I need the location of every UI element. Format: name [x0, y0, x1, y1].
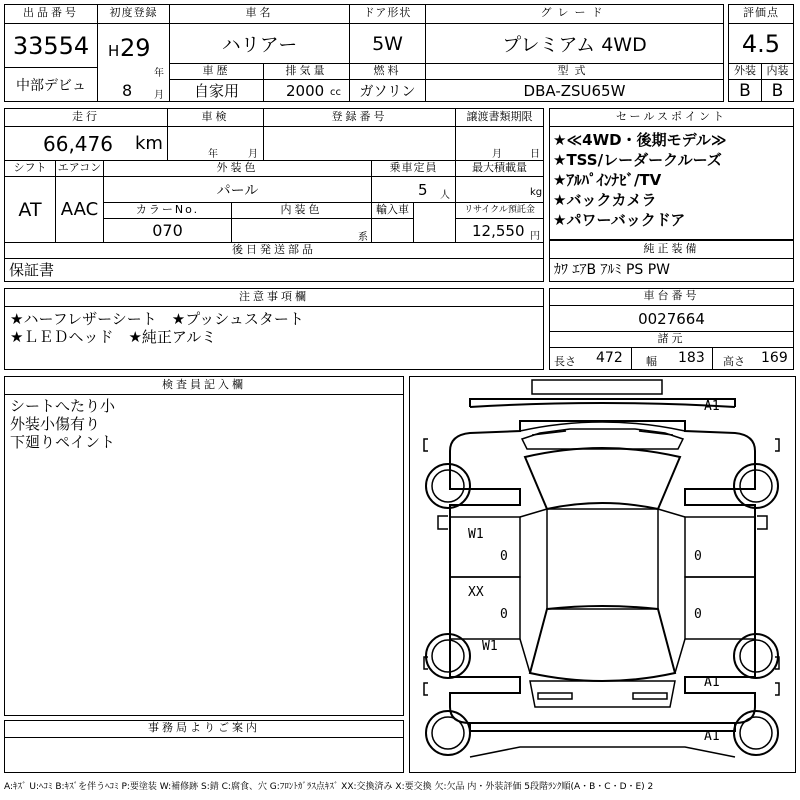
mileage-label: 走行	[72, 110, 100, 123]
interior-label: 内装	[761, 63, 793, 79]
chassis-block	[549, 288, 794, 370]
damage-mark: 0	[500, 607, 508, 622]
load-cell	[455, 176, 543, 202]
grade: プレミアム 4WD	[425, 23, 723, 63]
exterior-grade: B	[729, 79, 761, 101]
damage-mark: A1	[704, 729, 720, 744]
door-type: 5W	[349, 23, 425, 63]
inspector-note: 下廻りペイント	[10, 433, 116, 451]
office-block	[4, 720, 404, 773]
car-name: ハリアー	[169, 23, 349, 63]
height: 169	[761, 350, 788, 366]
caution-list	[5, 306, 543, 369]
load-unit: kg	[530, 187, 543, 198]
sales-point: ★ｱﾙﾊﾟｲﾝﾅﾋﾞ/TV	[553, 171, 662, 189]
chassis-label: 車台番号	[643, 289, 700, 302]
damage-mark: XX	[468, 585, 484, 600]
fuel: ガソリン	[349, 79, 425, 101]
recycle: 12,550	[472, 222, 525, 240]
transfer-cell	[455, 126, 543, 160]
sales-point: ★バックカメラ	[553, 191, 657, 209]
damage-mark: W1	[482, 639, 498, 654]
reg-label: 初度登録	[97, 5, 169, 23]
recycle-unit: 円	[530, 231, 540, 242]
reg-cell	[97, 23, 169, 101]
later-parts: 保証書	[5, 258, 543, 281]
plate-label: 登録番号	[263, 109, 455, 126]
era: H	[108, 42, 120, 60]
inspection-label: 車検	[167, 109, 263, 126]
sales-points-block	[549, 108, 794, 240]
interior-grade: B	[761, 79, 793, 101]
load-label: 最大積載量	[455, 160, 543, 176]
reg-year: 29	[120, 34, 151, 62]
exterior-label: 外装	[729, 63, 761, 79]
dims-label: 諸元	[550, 331, 793, 347]
length-label: 長さ	[554, 355, 576, 368]
damage-mark: 0	[694, 607, 702, 622]
damage-mark: A1	[704, 399, 720, 414]
displacement-cell	[263, 79, 349, 101]
damage-mark: 0	[500, 549, 508, 564]
transfer-month-unit: 月	[492, 149, 502, 160]
equipment: ｶﾜ ｴｱB ｱﾙﾐ PS PW	[550, 258, 793, 281]
length: 472	[596, 350, 623, 366]
chassis-number: 0027664	[550, 305, 793, 331]
plate-cell	[263, 126, 455, 160]
mileage-cell	[5, 126, 167, 160]
color: パール	[103, 176, 371, 202]
history: 自家用	[169, 79, 263, 101]
shift: AT	[5, 176, 55, 242]
recycle-cell	[455, 218, 543, 242]
sales-point: ★TSS/レーダークルーズ	[553, 151, 722, 169]
grade-label: グレード	[425, 5, 723, 23]
capacity-label: 乗車定員	[371, 160, 455, 176]
office-content	[5, 737, 403, 772]
sales-points-list	[550, 126, 793, 239]
height-cell	[712, 347, 793, 369]
mileage-unit: km	[135, 133, 163, 154]
lot-label: 出品番号	[23, 6, 79, 19]
year-unit: 年	[154, 68, 164, 79]
transfer-label: 譲渡書類期限	[455, 109, 543, 126]
sales-point: ★パワーバックドア	[553, 211, 686, 229]
score-label: 評価点	[743, 6, 779, 19]
import-blank	[413, 202, 455, 242]
legend: A:ｷｽﾞ U:ﾍｺﾐ B:ｷｽﾞを伴うﾍｺﾐ P:要塗装 W:補修跡 S:錆 C:腐食、穴 G:ﾌﾛﾝﾄｶﾞﾗｽ点ｷｽﾞ XX:交換済み X:要交換 欠:欠品 内・外装評価 5段階ﾗﾝｸ順(A・B・C・D・E) 2	[4, 782, 654, 792]
color-label: 外装色	[103, 160, 371, 176]
model: DBA-ZSU65W	[425, 79, 723, 101]
door-label: ドア形状	[349, 5, 425, 23]
capacity-unit: 人	[440, 190, 450, 201]
import-cell	[371, 218, 413, 242]
interior-color-cell	[231, 218, 371, 242]
displacement: 2000	[286, 82, 325, 100]
damage-diagram	[409, 376, 796, 773]
inspector-note: 外装小傷有り	[10, 415, 101, 433]
reg-month: 8	[122, 81, 133, 100]
lot-number: 33554	[5, 23, 97, 67]
inspection-cell	[167, 126, 263, 160]
mileage: 66,476	[43, 132, 113, 156]
later-parts-label: 後日発送部品	[5, 242, 543, 258]
sales-points-label: セールスポイント	[615, 110, 727, 123]
ac: AAC	[55, 176, 103, 242]
header-block	[4, 4, 724, 102]
width-label: 幅	[646, 355, 657, 368]
score-block	[728, 4, 794, 102]
caution-line: ★ＬＥＤヘッド ★純正アルミ	[10, 328, 217, 346]
month-unit: 月	[154, 90, 164, 101]
shift-label: シフト	[5, 160, 55, 176]
inspector-notes	[5, 394, 403, 715]
interior-color-unit: 系	[358, 232, 368, 242]
capacity-cell	[371, 176, 455, 202]
height-label: 高さ	[723, 355, 745, 368]
details-block	[4, 108, 544, 282]
width: 183	[678, 350, 705, 366]
transfer-day-unit: 日	[530, 149, 540, 160]
capacity: 5	[418, 181, 428, 199]
car-name-label: 車名	[169, 5, 349, 23]
damage-mark: A1	[704, 675, 720, 690]
interior-color-label: 内装色	[231, 202, 371, 218]
damage-mark: W1	[468, 527, 484, 542]
ac-label: エアコン	[55, 160, 103, 176]
sales-point: ★≪4WD・後期モデル≫	[553, 131, 727, 149]
displacement-unit: cc	[330, 87, 341, 98]
import-label: 輸入車	[371, 202, 413, 218]
history-label: 車歴	[169, 63, 263, 79]
inspection-month-unit: 月	[248, 149, 258, 160]
color-no-label: カラーNo.	[103, 202, 231, 218]
car-outline-drawing	[410, 377, 795, 772]
damage-mark: 0	[694, 549, 702, 564]
length-cell	[550, 347, 631, 369]
equipment-block	[549, 240, 794, 282]
region: 中部デビュ	[5, 67, 97, 101]
caution-label: 注意事項欄	[239, 290, 309, 303]
caution-line: ★ハーフレザーシート ★プッシュスタート	[10, 310, 304, 328]
displacement-label: 排気量	[263, 63, 349, 79]
inspection-year-unit: 年	[208, 149, 218, 160]
caution-block	[4, 288, 544, 370]
color-no: 070	[103, 218, 231, 242]
fuel-label: 燃料	[349, 63, 425, 79]
inspector-note: シートへたり小	[10, 397, 116, 415]
inspector-block	[4, 376, 404, 716]
recycle-label: リサイクル預託金	[455, 202, 543, 218]
equipment-label: 純正装備	[643, 242, 700, 255]
model-label: 型式	[425, 63, 723, 79]
office-label: 事務局よりご案内	[148, 721, 260, 734]
inspector-label: 検査員記入欄	[162, 378, 246, 391]
width-cell	[631, 347, 712, 369]
score: 4.5	[729, 23, 793, 63]
